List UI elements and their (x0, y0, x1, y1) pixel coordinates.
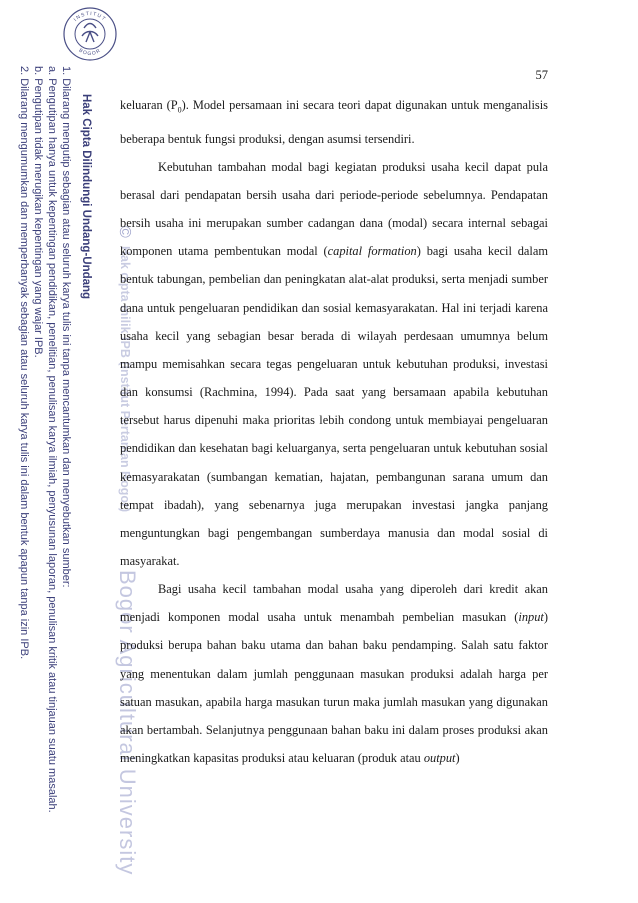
text-run: ) produksi berupa bahan baku utama dan bahan baku pendamping. Salah satu faktor yang menentukan dalam jumlah penggunaan masukan produksi adalah harga per satuan masukan, apabila harga masukan turun maka jumlah masukan yang digunakan akan bertambah. Selanjutnya penggunaan bahan baku ini dalam proses produksi akan meningkatkan kapasitas produksi atau keluaran (produk atau (120, 610, 548, 766)
copyright-item-2: 2. Dilarang mengumumkan dan memperbanyak sebagian atau seluruh karya tulis ini dalam bentuk apapun tanpa izin IPB. (18, 66, 30, 660)
body-text (120, 91, 548, 772)
copyright-title: Hak Cipta Dilindungi Undang-Undang (80, 94, 92, 300)
copyright-item-1: 1. Dilarang mengutip sebagian atau seluruh karya tulis ini tanpa mencantumkan dan menyebutkan sumber: (60, 66, 72, 588)
italic-term: input (518, 610, 544, 625)
italic-term: capital formation (327, 244, 417, 259)
copyright-item-1b: b. Pengutipan tidak merugikan kepentingan yang wajar IPB. (32, 66, 44, 358)
paragraph (120, 91, 548, 153)
text-run: ) bagi usaha kecil dalam bentuk tabungan, pembelian dan peningkatan alat-alat produksi, serta menjadi sumber dana untuk pengeluaran pendidikan dan sosial kemasyarakatan. Hal ini terjadi karena usaha kecil yang sebagian besar berada di wilayah perdesaan umumnya belum mampu memisahkan secara tegas pengeluaran untuk kebutuhan produksi, investasi dan konsumsi (Rachmina, 1994). Pada saat yang bersamaan apabila kebutuhan tersebut harus dipenuhi maka prioritas lebih condong untuk membiayai pengeluaran pendidikan dan kesehatan bagi keluarganya, serta pengeluaran untuk kebutuhan sosial kemasyarakatan (sumbangan kematian, hajatan, pembangunan sarana umum dan tempat ibadah), yang sebenarnya juga merupakan investasi jangka panjang menguntungkan bagi pengembangan sumberdaya manusia dan modal sosial di masyarakat. (120, 244, 549, 568)
text-run: ). Model persamaan ini secara teori dapat digunakan untuk menganalisis beberapa bentuk fungsi produksi, dengan asumsi tersendiri. (120, 98, 548, 146)
ipb-logo (62, 6, 118, 62)
copyright-symbol: © (116, 226, 133, 238)
copyright-sidebar (0, 0, 140, 903)
text-run: Bagi usaha kecil tambahan modal usaha yang diperoleh dari kredit akan menjadi komponen modal usaha untuk menambah pembelian masukan ( (120, 582, 548, 625)
text-run: ) (455, 751, 460, 766)
text-run: Kebutuhan tambahan modal bagi kegiatan produksi usaha kecil dapat pula berasal dari pendapatan bersih usaha dari periode-periode sebelumnya. Pendapatan bersih usaha ini merupakan sumber cadangan dana (modal) secara internal sebagai komponen utama pembentukan modal ( (120, 159, 548, 259)
italic-term: output (423, 751, 456, 766)
copyright-item-1a: a. Pengutipan hanya untuk kepentingan pendidikan, penelitian, penulisan karya ilmiah, penyusunan laporan, penulisan kritik atau tinjauan suatu masalah. (46, 66, 58, 813)
logo-bottom-text: BOGOR (77, 47, 103, 58)
logo-top-text: INSTITUT (72, 10, 108, 23)
watermark-hak-cipta: Hak cipta milik IPB (Institut Pertanian Bogor) (118, 246, 132, 513)
svg-text:INSTITUT (73, 11, 107, 23)
paragraph (120, 153, 548, 575)
subscript-text: 0 (177, 105, 182, 115)
paragraph (120, 575, 548, 772)
page-number: 57 (535, 68, 548, 82)
text-run: keluaran (P (120, 98, 178, 112)
watermark-university: Bogor Agricultural University (115, 570, 140, 876)
